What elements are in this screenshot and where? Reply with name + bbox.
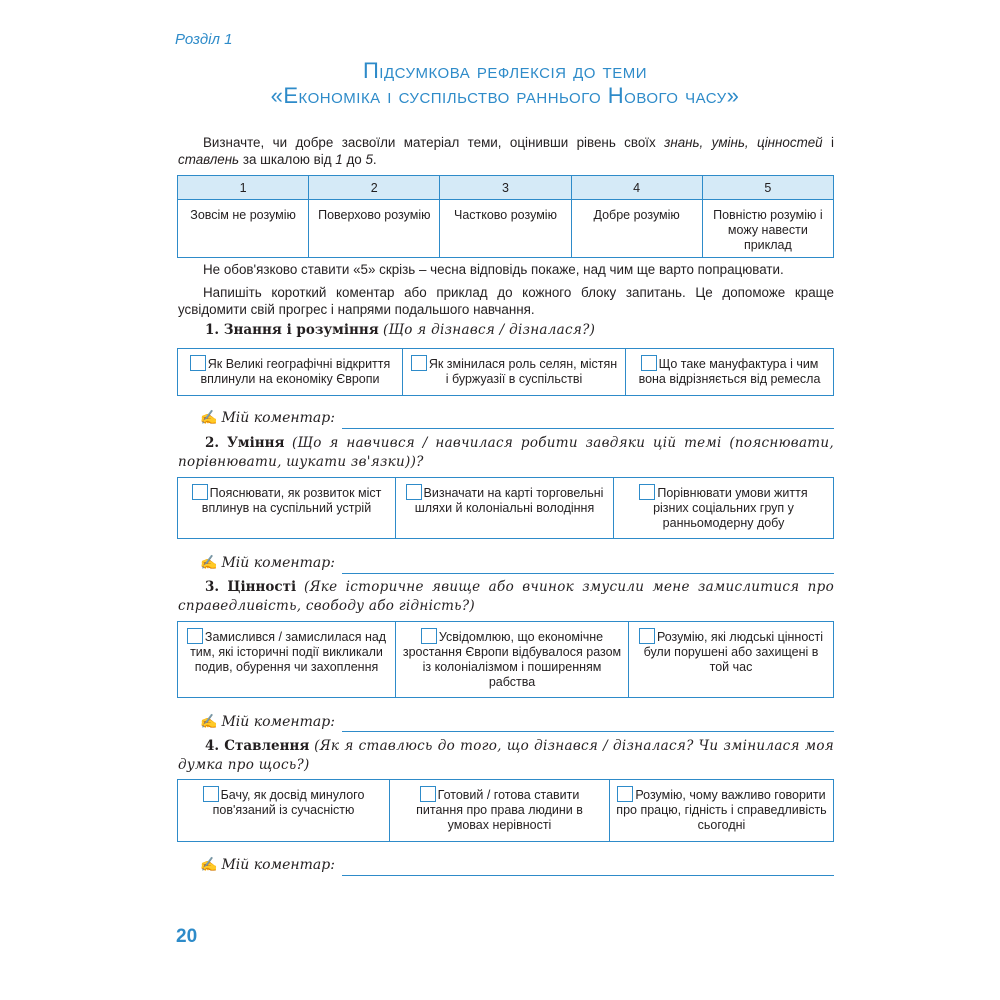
page-title-line-1: Підсумкова рефлексія до теми (362, 58, 648, 83)
comment-line[interactable] (342, 875, 834, 876)
checklist-knowledge (177, 348, 834, 396)
checklist-item[interactable]: Бачу, як досвід минулого пов'язаний із сучасністю (178, 780, 390, 841)
checkbox[interactable] (406, 484, 422, 500)
comment-line[interactable] (342, 731, 834, 732)
page-number: 20 (176, 926, 198, 947)
comment-label: ✍ Мій коментар: (200, 714, 335, 730)
pen-icon: ✍ (200, 555, 218, 571)
checklist-skills (177, 477, 834, 539)
checklist-values (177, 621, 834, 698)
scale-header: 1 (178, 176, 309, 200)
chapter-label: Розділ 1 (175, 31, 233, 48)
checkbox[interactable] (421, 628, 437, 644)
section-heading-knowledge: 1. Знання і розуміння (Що я дізнався / дізналася?) (205, 322, 596, 338)
checklist-item[interactable]: Як Великі географічні відкриття вплинули на економіку Європи (178, 349, 403, 395)
instruction-paragraph: Напишіть короткий коментар або приклад до кожного блоку запитань. Це допоможе краще усвідомити свій прогрес і напрями подальшого навчання. (178, 285, 834, 317)
checklist-item[interactable]: Визначати на карті торговельні шляхи й колоніальні володіння (396, 478, 614, 538)
section-heading-attitudes: 4. Ставлення (Як я ставлюсь до того, що дізнався / дізналася? Чи змінилася моя думка про щось?) (178, 738, 834, 773)
scale-label: Поверхово розумію (309, 200, 440, 258)
checkbox[interactable] (187, 628, 203, 644)
note-paragraph: Не обов'язково ставити «5» скрізь – чесна відповідь покаже, над чим ще варто попрацювати. (203, 262, 784, 277)
checkbox[interactable] (639, 484, 655, 500)
section-heading-values: 3. Цінності (Яке історичне явище або вчинок змусили мене замислитися про справедливість, свободу або гідність?) (178, 579, 834, 614)
comment-line[interactable] (342, 428, 834, 429)
scale-header: 3 (440, 176, 571, 200)
checklist-item[interactable]: Пояснювати, як розвиток міст вплинув на суспільний устрій (178, 478, 396, 538)
intro-paragraph: Визначте, чи добре засвоїли матеріал теми, оцінивши рівень своїх знань, умінь, цінностей і ставлень за шкалою від 1 до 5. (178, 135, 834, 167)
section-heading-skills: 2. Уміння (Що я навчився / навчилася робити завдяки цій темі (пояснювати, порівнювати, шукати зв'язки))? (178, 435, 834, 470)
checkbox[interactable] (411, 355, 427, 371)
scale-label: Зовсім не розумію (178, 200, 309, 258)
checkbox[interactable] (203, 786, 219, 802)
scale-header: 4 (571, 176, 702, 200)
checkbox[interactable] (192, 484, 208, 500)
checklist-item[interactable]: Порівнювати умови життя різних соціальних груп у ранньомодерну добу (614, 478, 833, 538)
comment-label: ✍ Мій коментар: (200, 555, 335, 571)
checkbox[interactable] (190, 355, 206, 371)
checkbox[interactable] (420, 786, 436, 802)
comment-line[interactable] (342, 573, 834, 574)
checklist-item[interactable]: Розумію, які людські цінності були порушені або захищені в той час (629, 622, 833, 697)
comment-label: ✍ Мій коментар: (200, 410, 335, 426)
checklist-item[interactable]: Усвідомлюю, що економічне зростання Європи відбувалося разом із колоніалізмом і поширенням рабства (396, 622, 629, 697)
scale-header: 2 (309, 176, 440, 200)
checklist-item[interactable]: Замислився / замислилася над тим, які історичні події викликали подив, обурення чи захоплення (178, 622, 396, 697)
scale-label: Повністю розумію і можу навести приклад (702, 200, 833, 258)
checkbox[interactable] (639, 628, 655, 644)
checklist-item[interactable]: Готовий / готова ставити питання про права людини в умовах нерівності (390, 780, 610, 841)
checkbox[interactable] (617, 786, 633, 802)
checklist-item[interactable]: Розумію, чому важливо говорити про працю, гідність і справедливість сьогодні (616, 788, 827, 832)
scale-header: 5 (702, 176, 833, 200)
checkbox[interactable] (641, 355, 657, 371)
checklist-item[interactable]: Що таке мануфактура і чим вона відрізняється від ремесла (638, 357, 821, 386)
pen-icon: ✍ (200, 857, 218, 873)
pen-icon: ✍ (200, 410, 218, 426)
scale-label: Частково розумію (440, 200, 571, 258)
scale-label: Добре розумію (571, 200, 702, 258)
checklist-attitudes (177, 779, 834, 842)
checklist-item[interactable]: Як змінилася роль селян, містян і буржуазії в суспільстві (403, 349, 626, 395)
page-title-line-2: «Економіка і суспільство раннього Нового часу» (270, 83, 740, 108)
comment-label: ✍ Мій коментар: (200, 857, 335, 873)
rating-scale-table (177, 175, 834, 258)
pen-icon: ✍ (200, 714, 218, 730)
